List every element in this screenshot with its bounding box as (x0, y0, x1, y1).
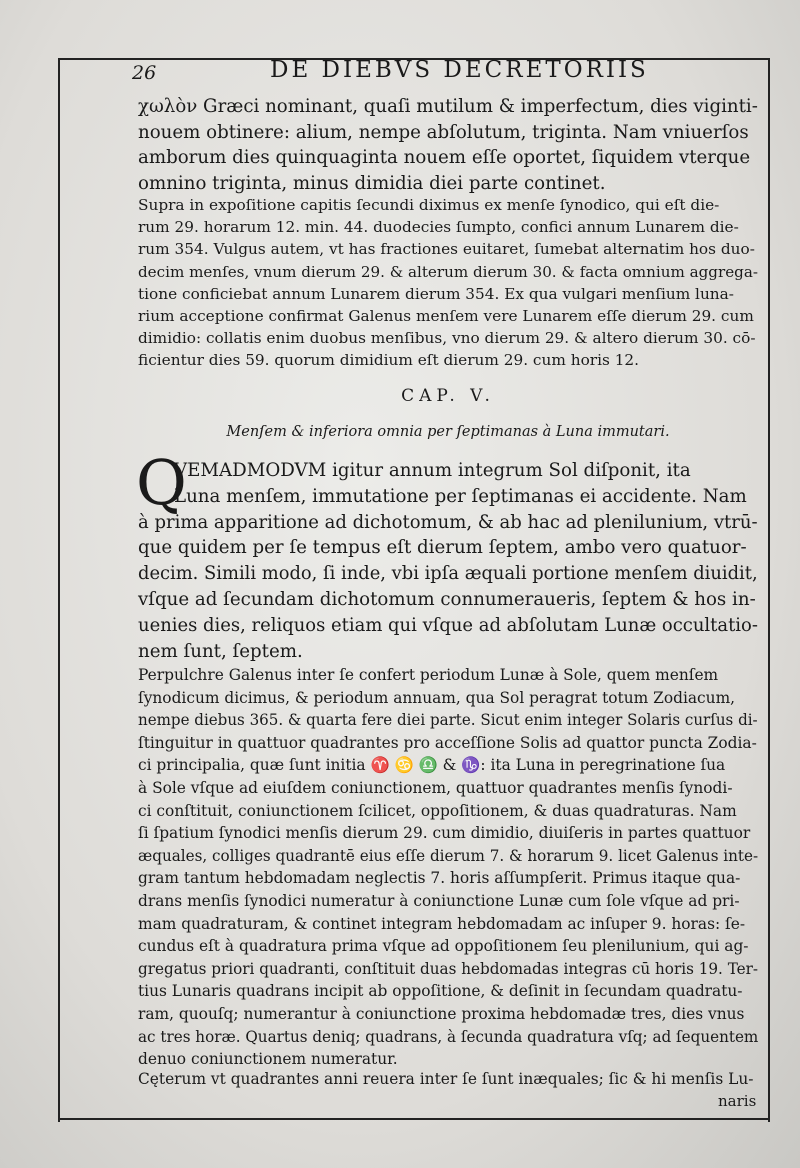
catchword: naris (718, 1092, 757, 1110)
text-line: Luna menſem, immutatione per ſeptimanas ei accidente. Nam (174, 485, 747, 507)
text-line: uenies dies, reliquos etiam qui vſque ad abſolutam Lunæ occultatio- (138, 614, 758, 636)
text-line: rum 354. Vulgus autem, vt has fractiones euitaret, ſumebat alternatim hos duo- (138, 240, 755, 259)
text-line: tione conficiebat annum Lunarem dierum 354. Ex qua vulgari menſium luna- (138, 284, 734, 303)
paragraph-5 (138, 1068, 758, 1091)
text-line: dimidio: collatis enim duobus menſibus, vno dierum 29. & altero dierum 30. cō- (138, 329, 756, 348)
text-line: VEMADMODVM igitur annum integrum Sol diſponit, ita (174, 460, 691, 481)
page-number: 26 (132, 62, 157, 84)
text-line: ſynodicum dicimus, & periodum annuam, qua Sol peragrat totum Zodiacum, (138, 688, 736, 707)
chapter-heading: CAP. V. (401, 386, 495, 406)
text-line: ficientur dies 59. quorum dimidium eſt dierum 29. cum horis 12. (138, 351, 640, 370)
text-line: Perpulchre Galenus inter ſe confert periodum Lunæ à Sole, quem menſem (138, 666, 719, 684)
text-line: rum 29. horarum 12. min. 44. duodecies ſumpto, confici annum Lunarem die- (138, 218, 739, 237)
text-line: denuo coniunctionem numeratur. (138, 1050, 398, 1069)
text-line: Cęterum vt quadrantes anni reuera inter ſe ſunt inæquales; ſic & hi menſis Lu- (138, 1070, 754, 1088)
paragraph-2 (138, 194, 758, 372)
text-line: ci conſtituit, coniunctionem ſcilicet, oppoſitionem, & duas quadraturas. Nam (138, 801, 737, 820)
text-line: amborum dies quinquaginta nouem eſſe oportet, ſiquidem vterque (138, 147, 751, 168)
text-line: ſi ſpatium ſynodici menſis dierum 29. cum dimidio, diuiſeris in partes quattuor (138, 824, 751, 843)
text-line: nouem obtinere: alium, nempe abſolutum, triginta. Nam vniuerſos (138, 121, 749, 143)
text-line: æquales, colliges quadrantē eius eſſe dierum 7. & horarum 9. licet Galenus inte- (138, 846, 759, 865)
text-line: rium acceptione confirmat Galenus menſem vere Lunarem eſſe dierum 29. cum (138, 307, 754, 326)
text-line: χωλὸν Græci nominant, quaſi mutilum & imperfectum, dies viginti- (138, 96, 758, 117)
text-line: decim menſes, vnum dierum 29. & alterum dierum 30. & facta omnium aggrega- (138, 262, 758, 281)
text-line: nem ſunt, ſeptem. (138, 640, 303, 662)
paragraph-1 (138, 94, 758, 196)
text-line: ac tres horæ. Quartus deniq; quadrans, à ſecunda quadratura vſq; ad ſequentem (138, 1027, 759, 1046)
text-line: drans menſis ſynodici numeratur à coniunctione Lunæ cum ſole vſque ad pri- (138, 891, 740, 910)
paragraph-4 (138, 664, 758, 1071)
text-line: mam quadraturam, & continet integram hebdomadam ac inſuper 9. horas: ſe- (138, 914, 746, 933)
footer-rule (58, 1118, 770, 1120)
running-title: DE DIEBVS DECRETORIIS (270, 57, 649, 83)
text-line: à prima apparitione ad dichotomum, & ab hac ad plenilunium, vtrū- (138, 511, 758, 533)
paragraph-3 (136, 446, 758, 664)
text-line: ram, quouſq; numerantur à coniunctione proxima hebdomadæ tres, dies vnus (138, 1004, 745, 1023)
chapter-subtitle: Menſem & inferiora omnia per ſeptimanas à Luna immutari. (226, 424, 670, 440)
text-line: Supra in expoſitione capitis ſecundi diximus ex menſe ſynodico, qui eſt die- (138, 196, 720, 214)
text-line: gregatus priori quadranti, conſtituit duas hebdomadas integras cū horis 19. Ter- (138, 959, 759, 978)
text-line: nempe diebus 365. & quarta fere diei parte. Sicut enim integer Solaris curſus di- (138, 711, 758, 730)
drop-cap: Q (136, 446, 187, 519)
text-line: tius Lunaris quadrans incipit ab oppoſitione, & deſinit in ſecundam quadratu- (138, 982, 743, 1001)
text-line: vſque ad ſecundam dichotomum connumeraueris, ſeptem & hos in- (138, 588, 756, 610)
text-line: ſtinguitur in quattuor quadrantes pro acceſſione Solis ad quattor puncta Zodia- (138, 733, 757, 752)
text-line: que quidem per ſe tempus eſt dierum ſeptem, ambo vero quatuor- (138, 537, 747, 559)
text-line: cundus eſt à quadratura prima vſque ad oppoſitionem ſeu plenilunium, qui ag- (138, 937, 749, 956)
text-line: decim. Simili modo, ſi inde, vbi ipſa æquali portione menſem diuidit, (138, 563, 758, 585)
text-line: à Sole vſque ad eiuſdem coniunctionem, quattuor quadrantes menſis ſynodi- (138, 778, 733, 797)
text-line: gram tantum hebdomadam neglectis 7. horis aſſumpſerit. Primus itaque qua- (138, 869, 741, 888)
text-line: omnino triginta, minus dimidia diei parte continet. (138, 172, 606, 194)
text-line: ci principalia, quæ ſunt initia ♈ ♋ ♎ & ♑: ita Luna in peregrinatione ſua (138, 756, 726, 775)
